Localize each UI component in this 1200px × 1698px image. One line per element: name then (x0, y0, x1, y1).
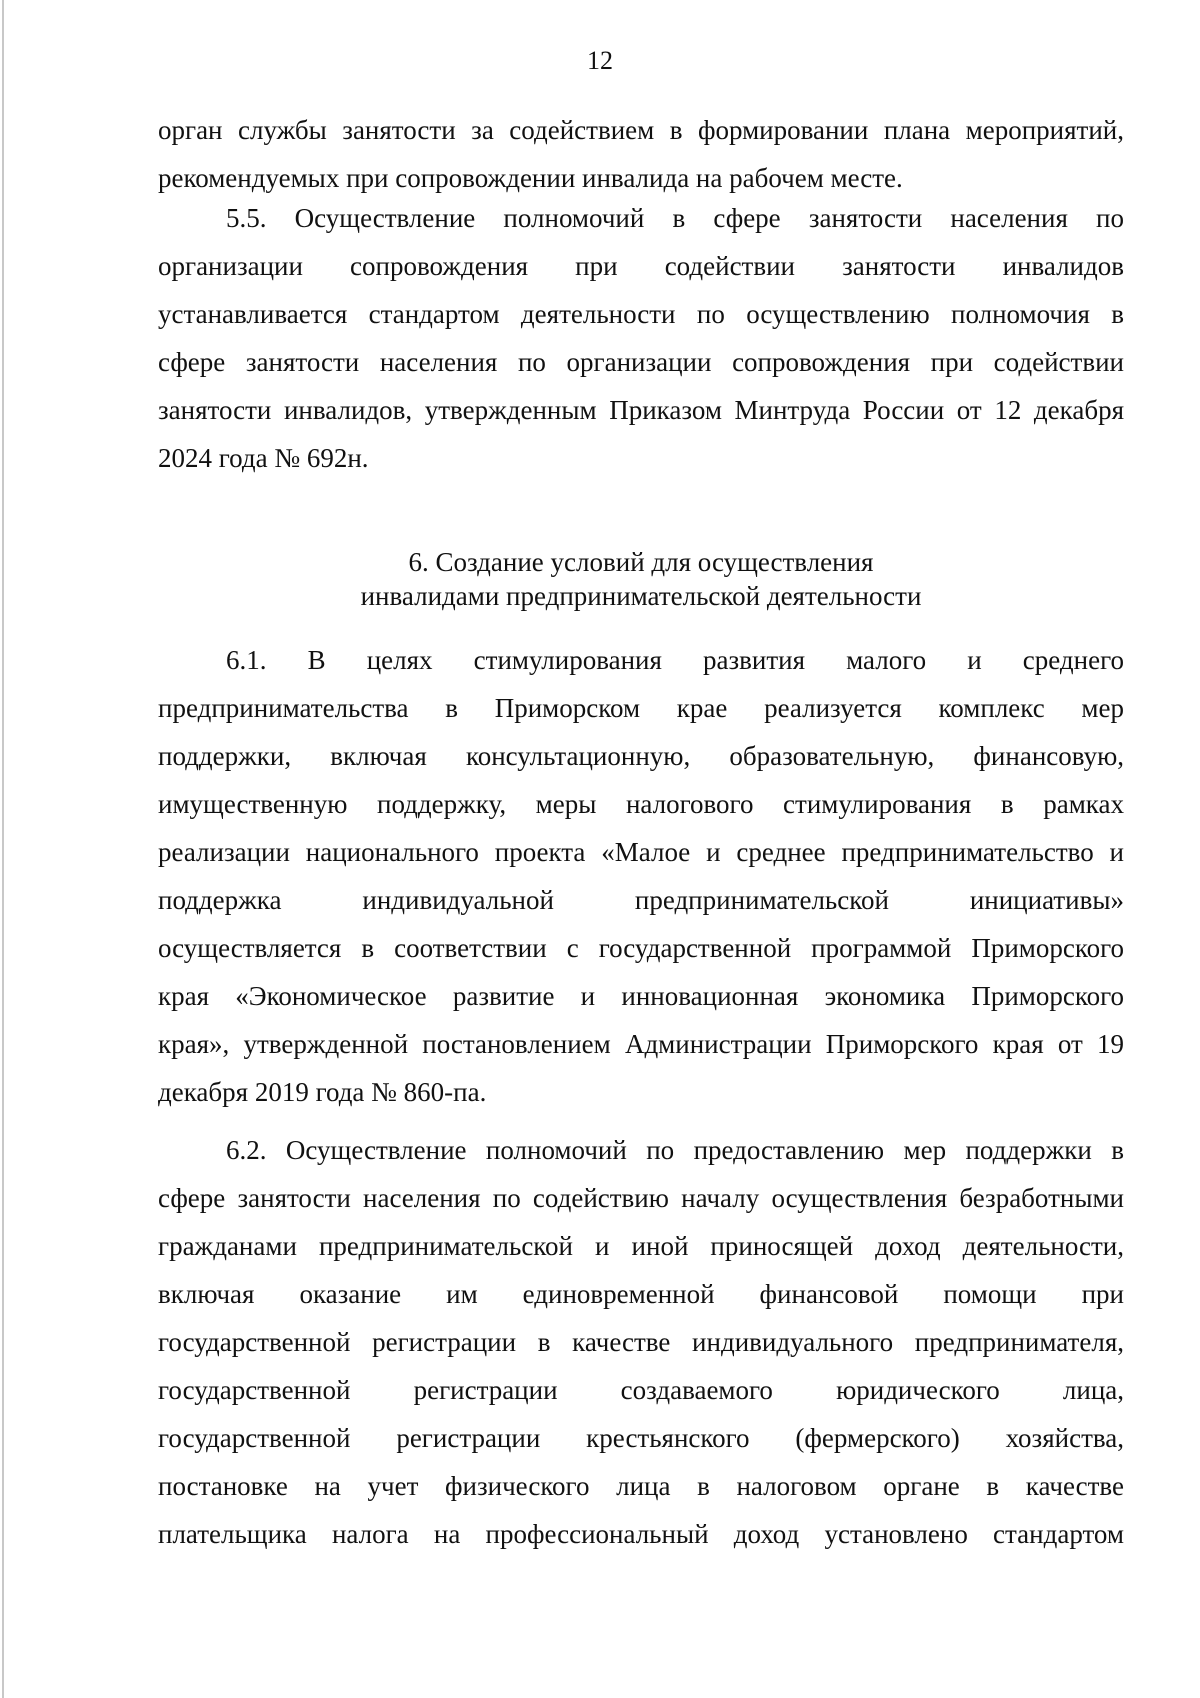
text-line: реализации национального проекта «Малое и среднее предпринимательство и (158, 837, 1124, 867)
text-line: 6.1. В целях стимулирования развития малого и среднего (226, 645, 1124, 675)
text-line: орган службы занятости за содействием в формировании плана мероприятий, (158, 115, 1124, 145)
paragraph-5-5 (158, 194, 1124, 482)
text-line: рекомендуемых при сопровождении инвалида на рабочем месте. (158, 163, 903, 193)
paragraph-continuation (158, 106, 1124, 202)
text-line: сфере занятости населения по организации сопровождения при содействии (158, 347, 1124, 377)
page-left-edge (2, 0, 4, 1698)
text-line: поддержки, включая консультационную, образовательную, финансовую, (158, 741, 1124, 771)
text-line: государственной регистрации в качестве индивидуального предпринимателя, (158, 1327, 1124, 1357)
text-line: государственной регистрации создаваемого юридического лица, (158, 1375, 1124, 1405)
text-line: плательщика налога на профессиональный доход установлено стандартом (158, 1519, 1124, 1549)
text-line: устанавливается стандартом деятельности по осуществлению полномочия в (158, 299, 1124, 329)
text-line: имущественную поддержку, меры налогового стимулирования в рамках (158, 789, 1124, 819)
heading-line: 6. Создание условий для осуществления (408, 547, 874, 577)
text-line: края», утвержденной постановлением Администрации Приморского края от 19 (158, 1029, 1124, 1059)
paragraph-6-1 (158, 636, 1124, 1116)
text-line: государственной регистрации крестьянского (фермерского) хозяйства, (158, 1423, 1124, 1453)
text-line: гражданами предпринимательской и иной приносящей доход деятельности, (158, 1231, 1124, 1261)
text-line: сфере занятости населения по содействию началу осуществления безработными (158, 1183, 1124, 1213)
section-heading (158, 545, 1124, 613)
text-line: 6.2. Осуществление полномочий по предоставлению мер поддержки в (226, 1135, 1124, 1165)
text-line: занятости инвалидов, утвержденным Приказом Минтруда России от 12 декабря (158, 395, 1124, 425)
heading-line: инвалидами предпринимательской деятельности (360, 581, 922, 611)
text-line: организации сопровождения при содействии занятости инвалидов (158, 251, 1124, 281)
text-line: декабря 2019 года № 860-па. (158, 1077, 487, 1107)
text-line: поддержка индивидуальной предпринимательской инициативы» (158, 885, 1124, 915)
text-line: края «Экономическое развитие и инновационная экономика Приморского (158, 981, 1124, 1011)
text-line: 5.5. Осуществление полномочий в сфере занятости населения по (226, 203, 1124, 233)
text-line: включая оказание им единовременной финансовой помощи при (158, 1279, 1124, 1309)
text-line: 2024 года № 692н. (158, 443, 369, 473)
text-line: осуществляется в соответствии с государственной программой Приморского (158, 933, 1124, 963)
page-number: 12 (587, 46, 613, 75)
text-line: постановке на учет физического лица в налоговом органе в качестве (158, 1471, 1124, 1501)
text-line: предпринимательства в Приморском крае реализуется комплекс мер (158, 693, 1124, 723)
paragraph-6-2 (158, 1126, 1124, 1558)
